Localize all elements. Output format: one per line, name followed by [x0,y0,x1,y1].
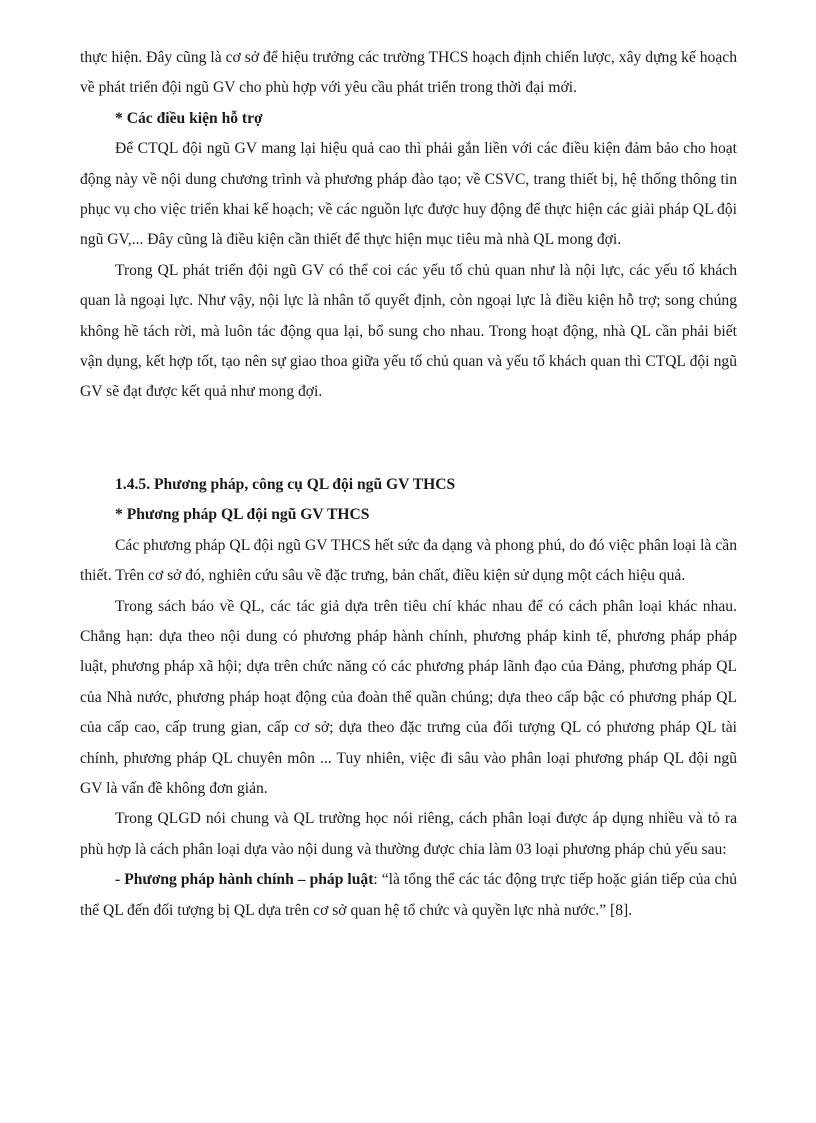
paragraph-support-1: Để CTQL đội ngũ GV mang lại hiệu quả cao thì phải gắn liền với các điều kiện đảm bảo cho hoạt động này về nội dung chương trình và phương pháp đào tạo; về CSVC, trang thiết bị, hệ thống thông tin phục vụ cho việc triển khai kế hoạch; về các nguồn lực được huy động để thực hiện các giải pháp QL đội ngũ GV,... Đây cũng là điều kiện cần thiết để thực hiện mục tiêu mà nhà QL mong đợi. [80,140,737,249]
paragraph-method-2: Trong sách báo về QL, các tác giả dựa trên tiêu chí khác nhau để có cách phân loại khác nhau. Chẳng hạn: dựa theo nội dung có phương pháp hành chính, phương pháp kinh tế, phương pháp pháp luật, phương pháp xã hội; dựa trên chức năng có các phương pháp lãnh đạo của Đảng, phương pháp QL của Nhà nước, phương pháp hoạt động của đoàn thể quần chúng; dựa theo cấp bậc có phương pháp QL của cấp cao, cấp trung gian, cấp cơ sở; dựa theo đặc trưng của đối tượng QL có phương pháp QL tài chính, phương pháp QL chuyên môn ... Tuy nhiên, việc đi sâu vào phân loại phương pháp QL đội ngũ GV là vấn đề không đơn giản. [80,597,737,797]
heading-method: * Phương pháp QL đội ngũ GV THCS [115,506,370,524]
admin-method-label: - Phương pháp hành chính – pháp luật [115,871,374,889]
paragraph-support-2: Trong QL phát triển đội ngũ GV có thể coi các yếu tố chủ quan như là nội lực, các yếu tố khách quan là ngoại lực. Như vậy, nội lực là nhân tố quyết định, còn ngoại lực là điều kiện hỗ trợ; song chúng không hề tách rời, mà luôn tác động qua lại, bổ sung cho nhau. Trong hoạt động, nhà QL cần phải biết vận dụng, kết hợp tốt, tạo nên sự giao thoa giữa yếu tố chủ quan và yếu tố khách quan thì CTQL đội ngũ GV sẽ đạt được kết quả như mong đợi. [80,261,737,401]
paragraph-admin-method [80,865,737,926]
admin-method-text: : “là tổng thể các tác động trực tiếp hoặc gián tiếp của chủ thể QL đến đối tượng bị QL dựa trên cơ sở quan hệ tổ chức và quyền lực nhà nước.” [8]. [80,871,737,919]
document-page [80,43,737,926]
heading-support-conditions: * Các điều kiện hỗ trợ [115,109,263,127]
paragraph-method-3: Trong QLGD nói chung và QL trường học nói riêng, cách phân loại được áp dụng nhiều và tỏ ra phù hợp là cách phân loại dựa vào nội dung và thường được chia làm 03 loại phương pháp chủ yếu sau: [80,810,737,858]
paragraph-continuation: thực hiện. Đây cũng là cơ sở để hiệu trưởng các trường THCS hoạch định chiến lược, xây dựng kế hoạch về phát triển đội ngũ GV cho phù hợp với yêu cầu phát triển trong thời đại mới. [80,49,737,97]
paragraph-method-1: Các phương pháp QL đội ngũ GV THCS hết sức đa dạng và phong phú, do đó việc phân loại là cần thiết. Trên cơ sở đó, nghiên cứu sâu về đặc trưng, bản chất, điều kiện sử dụng một cách hiệu quả. [80,536,737,585]
section-spacer [80,408,737,470]
section-heading: 1.4.5. Phương pháp, công cụ QL đội ngũ GV THCS [115,475,456,493]
